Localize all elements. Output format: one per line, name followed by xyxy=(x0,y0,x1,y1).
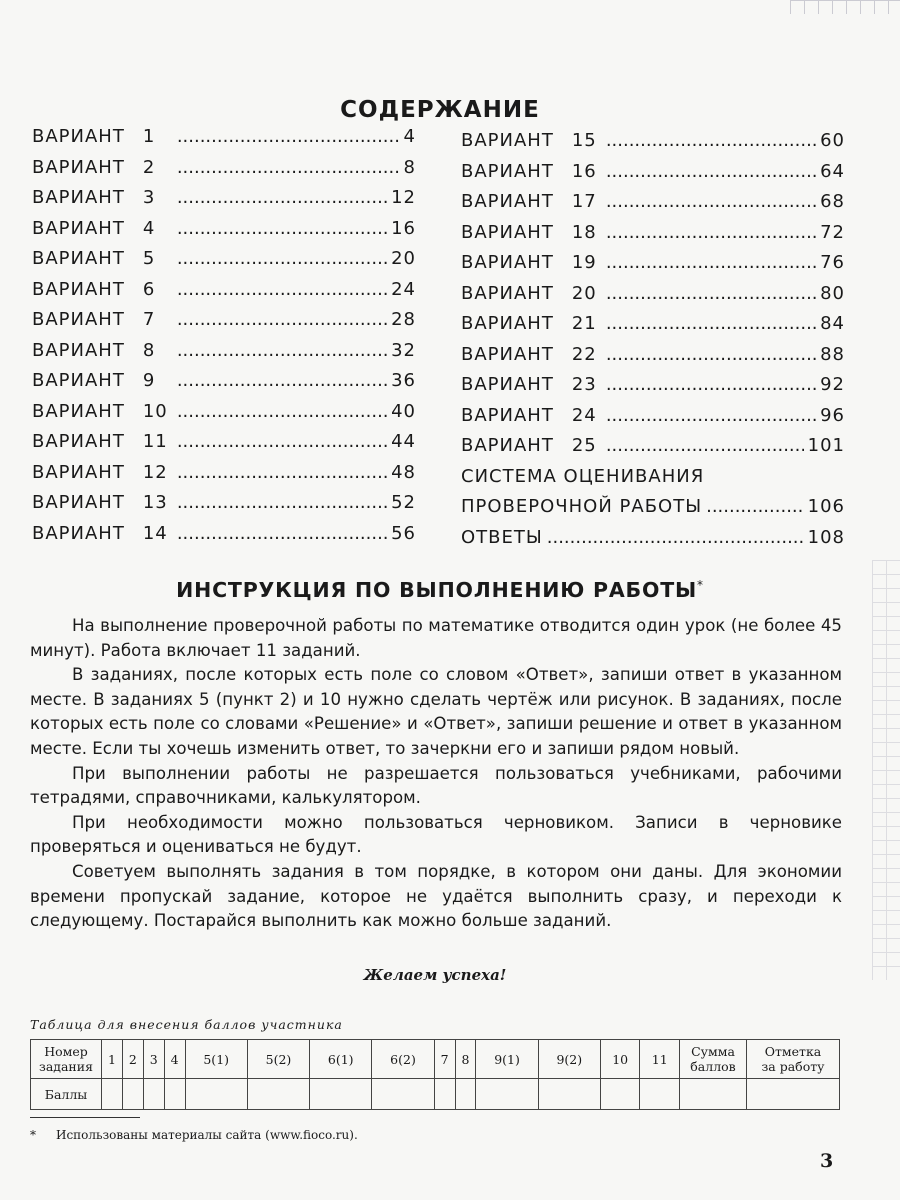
toc-entry: ВАРИАНТ 12 ..... 48 xyxy=(32,462,416,493)
footnote: * Использованы материалы сайта (www.fioco.ru). xyxy=(30,1128,358,1142)
toc-entry: ВАРИАНТ 16 ..... 64 xyxy=(461,161,845,192)
instruction-paragraph: При выполнении работы не разрешается пользоваться учебниками, рабочими тетрадями, справочниками, калькулятором. xyxy=(30,763,842,808)
task-col: 11 xyxy=(640,1040,680,1079)
header-points: Баллы xyxy=(31,1079,102,1110)
task-col: 6(1) xyxy=(310,1040,372,1079)
task-col: 3 xyxy=(143,1040,164,1079)
task-col: 9(2) xyxy=(538,1040,600,1079)
toc-entry: ВАРИАНТ 13 ..... 52 xyxy=(32,492,416,523)
toc-entry-system-line1: СИСТЕМА ОЦЕНИВАНИЯ xyxy=(461,465,705,487)
score-cell[interactable] xyxy=(372,1079,434,1110)
toc-entry: ВАРИАНТ 15 ..... 60 xyxy=(461,130,845,161)
task-col: 6(2) xyxy=(372,1040,434,1079)
score-cell[interactable] xyxy=(538,1079,600,1110)
toc-entry: ВАРИАНТ 24 ..... 96 xyxy=(461,405,845,436)
toc-entry: ВАРИАНТ 17 ..... 68 xyxy=(461,191,845,222)
header-sum: Сумма баллов xyxy=(680,1040,747,1079)
toc-entry: ВАРИАНТ 25 ..... 101 xyxy=(461,435,845,466)
footnote-divider xyxy=(30,1117,140,1118)
toc-entry: ВАРИАНТ 11 ..... 44 xyxy=(32,431,416,462)
toc-right-column xyxy=(461,130,845,557)
score-mark-cell[interactable] xyxy=(747,1079,840,1110)
task-col: 5(1) xyxy=(185,1040,247,1079)
toc-left-column xyxy=(32,126,416,553)
toc-title: СОДЕРЖАНИЕ xyxy=(340,97,540,123)
toc-entry: ВАРИАНТ 19 ..... 76 xyxy=(461,252,845,283)
toc-entry: ВАРИАНТ 5 ..... 20 xyxy=(32,248,416,279)
toc-entry: ВАРИАНТ 21 ..... 84 xyxy=(461,313,845,344)
score-cell[interactable] xyxy=(247,1079,309,1110)
task-col: 8 xyxy=(455,1040,476,1079)
toc-entry: ВАРИАНТ 4 ..... 16 xyxy=(32,218,416,249)
score-table-header-row xyxy=(31,1040,840,1079)
score-cell[interactable] xyxy=(455,1079,476,1110)
score-sum-cell[interactable] xyxy=(680,1079,747,1110)
score-cell[interactable] xyxy=(310,1079,372,1110)
footnote-mark: * xyxy=(697,578,704,593)
task-col: 2 xyxy=(122,1040,143,1079)
score-cell[interactable] xyxy=(640,1079,680,1110)
toc-entry: ВАРИАНТ 8 ..... 32 xyxy=(32,340,416,371)
wish-text: Желаем успеха! xyxy=(363,966,507,984)
instruction-paragraph: В заданиях, после которых есть поле со словом «Ответ», запиши ответ в указанном месте. В заданиях 5 (пункт 2) и 10 нужно сделать чертёж или рисунок. В заданиях, после которых есть поле со словами «Решение» и «Ответ», запиши решение и ответ в указанном месте. Если ты хочешь изменить ответ, то зачеркни его и запиши рядом новый. xyxy=(30,665,842,758)
task-col: 7 xyxy=(434,1040,455,1079)
task-col: 1 xyxy=(102,1040,123,1079)
toc-entry-answers: ОТВЕТЫ ..... 108 xyxy=(461,527,845,558)
score-table-points-row xyxy=(31,1079,840,1110)
score-cell[interactable] xyxy=(434,1079,455,1110)
grid-paper-edge xyxy=(872,560,900,980)
toc-entry: ВАРИАНТ 22 ..... 88 xyxy=(461,344,845,375)
toc-entry: ВАРИАНТ 7 ..... 28 xyxy=(32,309,416,340)
toc-entry: ВАРИАНТ 3 ..... 12 xyxy=(32,187,416,218)
toc-entry-system: ПРОВЕРОЧНОЙ РАБОТЫ ..... 106 xyxy=(461,496,845,527)
score-cell[interactable] xyxy=(600,1079,639,1110)
score-cell[interactable] xyxy=(164,1079,185,1110)
score-cell[interactable] xyxy=(476,1079,538,1110)
task-col: 10 xyxy=(600,1040,639,1079)
instructions-body xyxy=(30,614,842,934)
score-table xyxy=(30,1039,840,1110)
score-cell[interactable] xyxy=(185,1079,247,1110)
instruction-paragraph: На выполнение проверочной работы по математике отводится один урок (не более 45 минут). Работа включает 11 заданий. xyxy=(30,616,842,660)
toc-entry: ВАРИАНТ 2 ..... 8 xyxy=(32,157,416,188)
score-table-caption: Таблица для внесения баллов участника xyxy=(30,1017,343,1032)
instruction-paragraph: Советуем выполнять задания в том порядке, в котором они даны. Для экономии времени пропускай задание, которое не удаётся выполнить сразу, и переходи к следующему. Постарайся выполнить как можно больше заданий. xyxy=(30,861,842,931)
toc-entry: ВАРИАНТ 20 ..... 80 xyxy=(461,283,845,314)
toc-entry: ВАРИАНТ 14 ..... 56 xyxy=(32,523,416,554)
toc-entry: ВАРИАНТ 1 ..... 4 xyxy=(32,126,416,157)
score-cell[interactable] xyxy=(122,1079,143,1110)
grid-paper-corner xyxy=(790,0,900,14)
toc-entry: ВАРИАНТ 10 ..... 40 xyxy=(32,401,416,432)
instructions-title: ИНСТРУКЦИЯ ПО ВЫПОЛНЕНИЮ РАБОТЫ* xyxy=(176,578,704,602)
instruction-paragraph: При необходимости можно пользоваться черновиком. Записи в черновике проверяться и оцениваться не будут. xyxy=(30,812,842,857)
score-cell[interactable] xyxy=(102,1079,123,1110)
toc-entry: ВАРИАНТ 23 ..... 92 xyxy=(461,374,845,405)
header-mark: Отметка за работу xyxy=(747,1040,840,1079)
header-task-number: Номер задания xyxy=(31,1040,102,1079)
toc-entry: ВАРИАНТ 6 ..... 24 xyxy=(32,279,416,310)
toc-entry: ВАРИАНТ 9 ..... 36 xyxy=(32,370,416,401)
score-cell[interactable] xyxy=(143,1079,164,1110)
page-number: 3 xyxy=(820,1150,834,1172)
task-col: 9(1) xyxy=(476,1040,538,1079)
task-col: 4 xyxy=(164,1040,185,1079)
toc-entry: ВАРИАНТ 18 ..... 72 xyxy=(461,222,845,253)
task-col: 5(2) xyxy=(247,1040,309,1079)
